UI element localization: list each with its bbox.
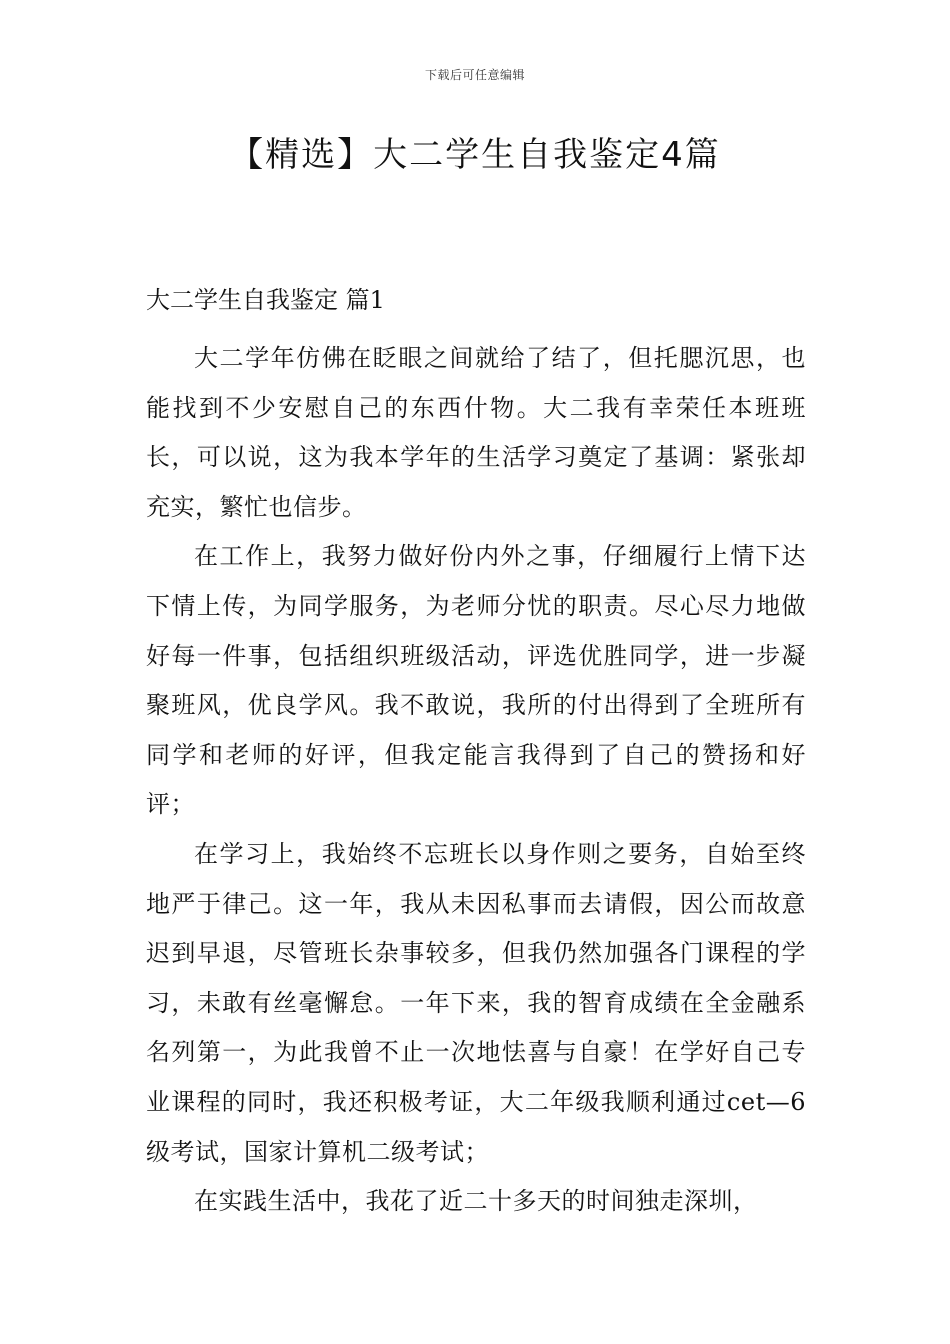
paragraph: 大二学年仿佛在眨眼之间就给了结了，但托腮沉思，也能找到不少安慰自己的东西什物。大二我有幸荣任本班班长，可以说，这为我本学年的生活学习奠定了基调：紧张却充实，繁忙也信步。 <box>146 344 806 521</box>
header-note: 下载后可任意编辑 <box>424 68 525 82</box>
document-title: 【精选】大二学生自我鉴定4篇 <box>229 135 721 175</box>
paragraph: 在工作上，我努力做好份内外之事，仔细履行上情下达下情上传，为同学服务，为老师分忧的职责。尽心尽力地做好每一件事，包括组织班级活动，评选优胜同学，进一步凝聚班风，优良学风。我不敢说，我所的付出得到了全班所有同学和老师的好评，但我定能言我得到了自己的赞扬和好评； <box>146 542 806 819</box>
document-body <box>146 282 806 1227</box>
paragraph: 在学习上，我始终不忘班长以身作则之要务，自始至终地严于律己。这一年，我从未因私事而去请假，因公而故意迟到早退，尽管班长杂事较多，但我仍然加强各门课程的学习，未敢有丝毫懈怠。一年下来，我的智育成绩在全金融系名列第一，为此我曾不止一次地怯喜与自豪！在学好自己专业课程的同时，我还积极考证，大二年级我顺利通过cet—6级考试，国家计算机二级考试； <box>146 839 806 1166</box>
paragraph: 在实践生活中，我花了近二十多天的时间独走深圳， <box>194 1187 758 1216</box>
section-heading: 大二学生自我鉴定 篇1 <box>146 286 385 314</box>
